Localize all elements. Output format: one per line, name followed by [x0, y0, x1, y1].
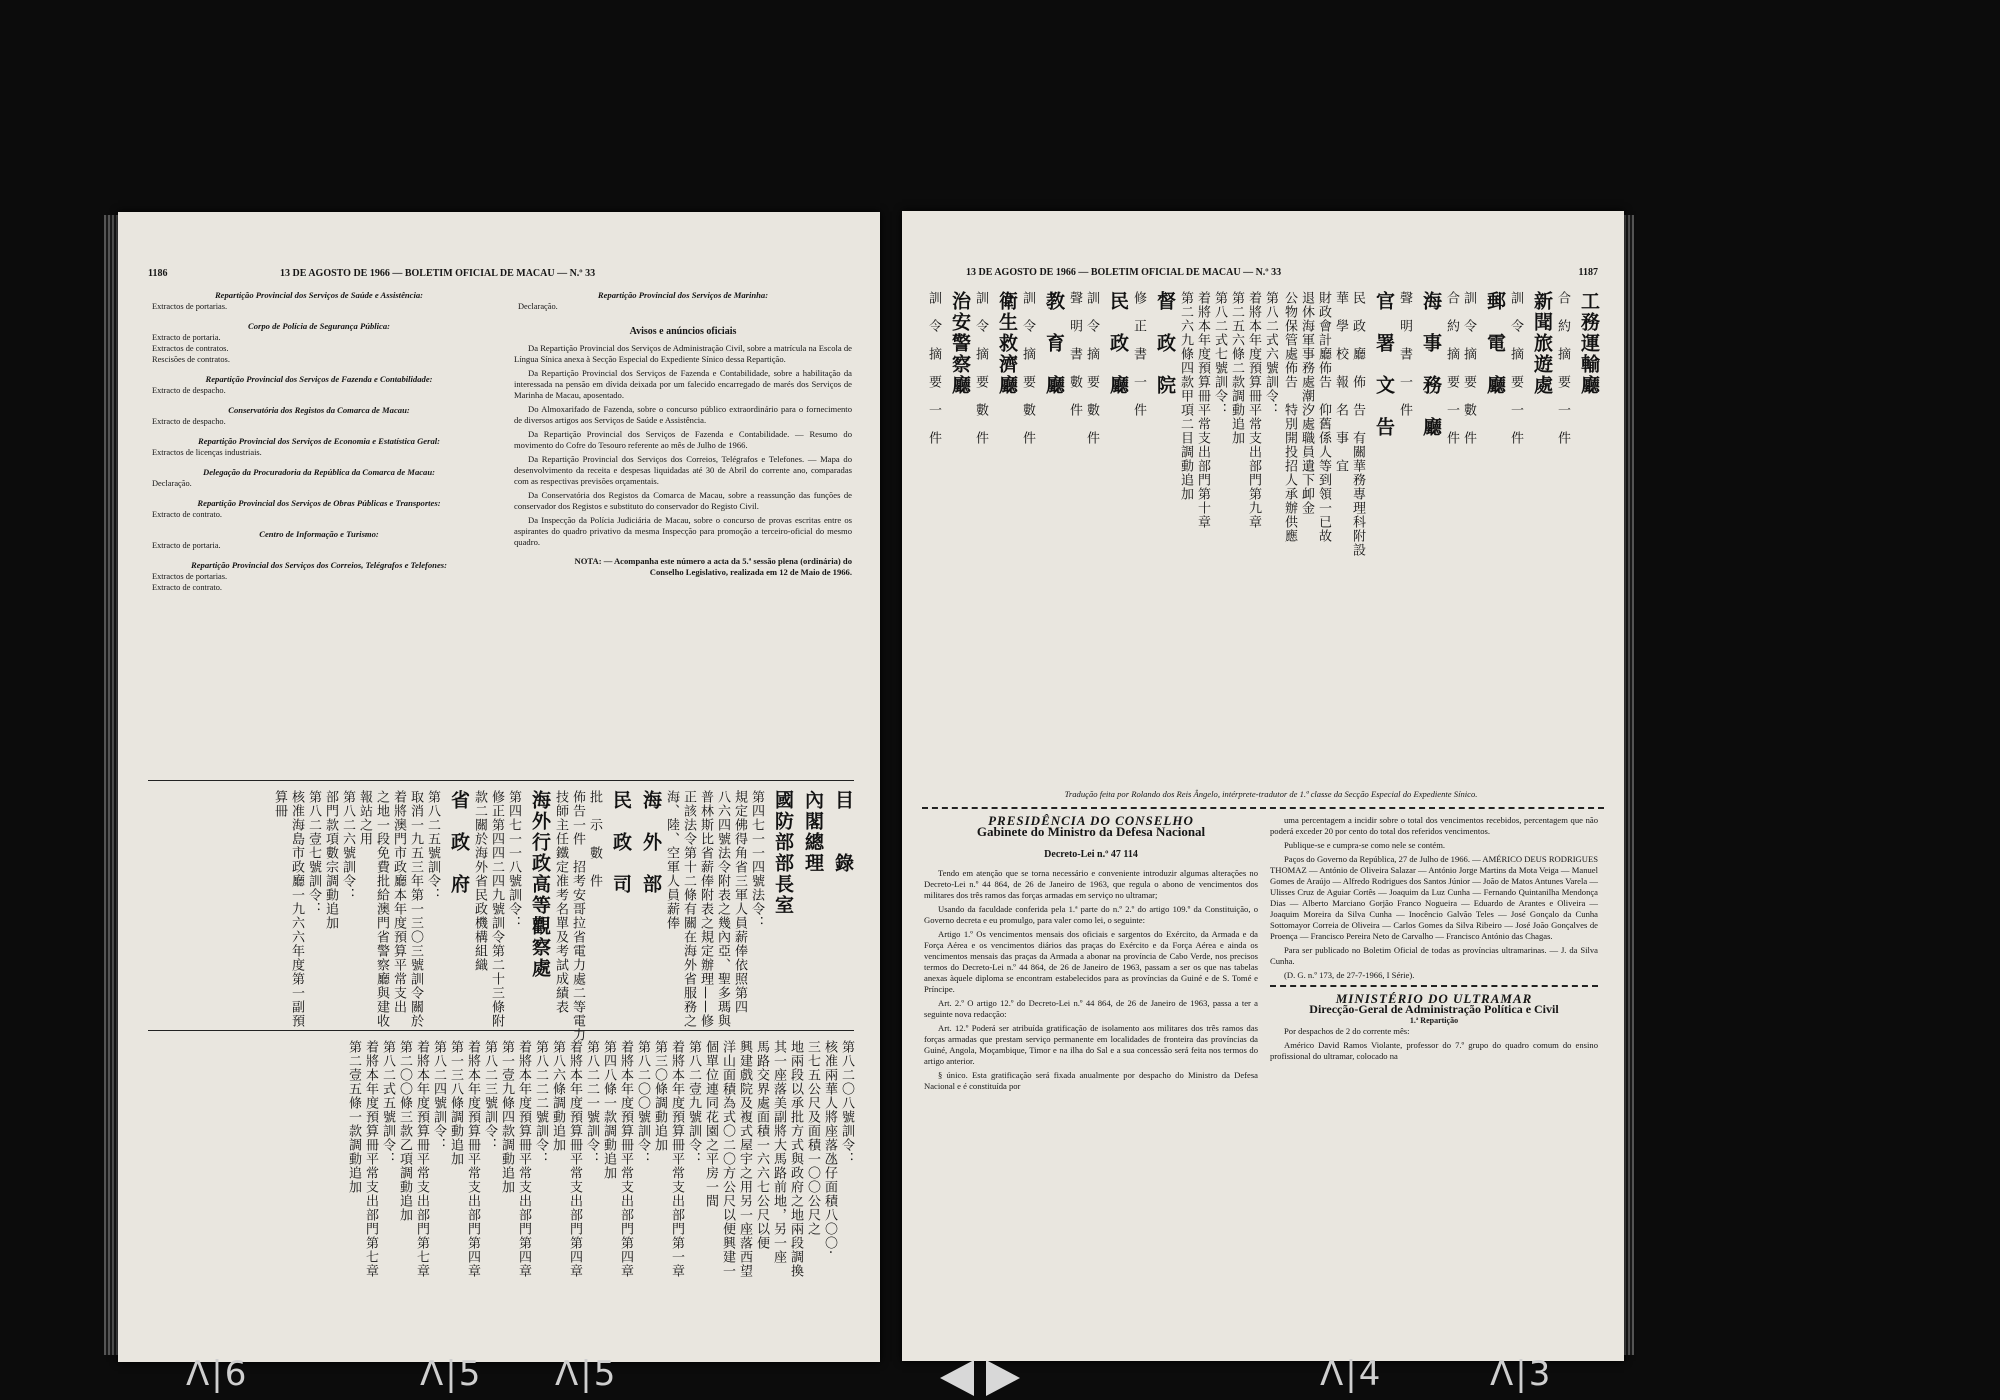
section-item: Extractos de licenças industriais. — [152, 448, 262, 457]
chinese-line: 批 示 數 件 — [587, 790, 602, 888]
chinese-heading: 國防部部長室 — [772, 790, 794, 916]
chinese-line: 八六四號法令附表之幾內亞、聖多瑪與 — [715, 790, 730, 1028]
chinese-line: 聲 明 書 數 件 — [1067, 291, 1082, 417]
chinese-heading: 治安警察廳 — [949, 291, 971, 396]
summary-section — [148, 405, 490, 427]
chinese-heading: 民 政 廳 — [1107, 291, 1129, 396]
chinese-line: 普林斯比省薪俸附表之規定辦理——修 — [698, 790, 713, 1028]
summary-column-1 — [148, 290, 490, 602]
decree-paragraph: Tendo em atenção que se torna necessário e conveniente introduzir algumas alterações no Decreto-Lei n.º 44 864, de 26 de Janeiro de 1963, que regula o abono de vencimentos dos militares dos três ramos das forças armadas em serviço no ultramar; — [924, 868, 1258, 900]
reparticao-title: 1.ª Repartição — [1409, 1016, 1459, 1025]
chinese-line: 訓 令 摘 要 數 件 — [1084, 291, 1099, 445]
translation-note: Tradução feita por Rolando dos Reis Ângelo, intérprete-tradutor de 1.ª classe da Secção Especial do Expediente Sínico. — [1064, 789, 1478, 799]
divider — [1270, 985, 1598, 987]
chinese-line: 第八二三號訓令： — [482, 1040, 497, 1152]
section-item: Extractos de portarias. — [152, 572, 228, 581]
film-mark: Λ|4 — [1320, 1354, 1383, 1394]
aviso-item: Da Repartição Provincial dos Serviços de Administração Civil, sobre a matrícula na Escola de Língua Sínica anexa à Secção Especial do Expediente Sínico dessa Repartição. — [514, 343, 852, 364]
film-arrow-marks — [940, 1360, 1020, 1396]
chinese-line: 着將本年度預算冊平常支出部門第四章 — [618, 1040, 633, 1278]
chinese-line: 三七五公尺及面積一〇〇公尺之 — [805, 1040, 820, 1236]
nota: NOTA: — Acompanha este número a acta da 5.ª sessão plena (ordinária) do Conselho Legislativo, realizada em 12 de Maio de 1966. — [574, 556, 852, 577]
page-number: 1187 — [1578, 267, 1598, 278]
divider — [922, 807, 1604, 809]
chinese-line: 着將澳門市政廳本年度預算平常支出 — [391, 790, 406, 1014]
section-item: Extracto de despacho. — [152, 386, 226, 395]
chinese-line: 着將本年度預算冊平常支出部門第四章 — [567, 1040, 582, 1278]
chinese-heading: 官 署 文 告 — [1373, 291, 1395, 438]
section-item: Extracto de contrato. — [152, 583, 222, 592]
chinese-line: 財政會計廳佈告 仰舊係人等到領一已故 — [1316, 291, 1331, 543]
running-header: 13 DE AGOSTO DE 1966 — BOLETIM OFICIAL DE MACAU — N.º 33 — [966, 267, 1282, 278]
chinese-line: 訓 令 摘 要 數 件 — [1020, 291, 1035, 445]
chinese-line: 第八二式六號訓令： — [1263, 291, 1278, 417]
chinese-line: 着將本年度預算冊平常支出部門第九章 — [1246, 291, 1261, 529]
chinese-contents-bottom — [344, 1040, 854, 1340]
chinese-contents-top — [270, 790, 854, 1042]
divider — [148, 1030, 854, 1031]
chinese-line: 着將本年度預算冊平常支出部門第四章 — [516, 1040, 531, 1278]
chinese-line: 第二〇〇條三款乙項調動追加 — [397, 1040, 412, 1222]
summary-section — [148, 467, 490, 489]
section-item: Extracto de portaria. — [152, 333, 221, 342]
section-item: Declaração. — [152, 479, 192, 488]
chinese-heading: 教 育 廳 — [1043, 291, 1065, 396]
chinese-line: 取消一九五三年第一三〇三號訓令關於 — [408, 790, 423, 1028]
aviso-item: Da Repartição Provincial dos Serviços de Fazenda e Contabilidade, sobre a habilitação da interessada na pensão em dívida deixada por um falecido encarregado de marés dos Serviços de Marinha de Macau, aposentado. — [514, 368, 852, 400]
aviso-item: Do Almoxarifado de Fazenda, sobre o concurso público extraordinário para o fornecimento de diversos artigos aos Serviços de Saúde e Assistência. — [514, 404, 852, 425]
summary-section — [148, 529, 490, 551]
ministerio-title: MINISTÉRIO DO ULTRAMAR — [1335, 991, 1533, 1006]
chinese-heading: 衛生救濟廳 — [996, 291, 1018, 396]
despachos: Por despachos de 2 do corrente mês: — [1284, 1026, 1410, 1036]
left-header — [148, 268, 854, 284]
summary-section — [148, 290, 490, 312]
section-heading: Repartição Provincial dos Serviços dos Correios, Telégrafos e Telefones: — [191, 560, 447, 570]
summary-section — [148, 560, 490, 593]
chinese-heading: 督 政 院 — [1154, 291, 1176, 396]
chinese-heading: 海 事 務 廳 — [1420, 291, 1442, 438]
chinese-line: 第八二四號訓令： — [431, 1040, 446, 1152]
summary-section — [148, 436, 490, 458]
chinese-line: 第一壹九條四款調動追加 — [499, 1040, 514, 1194]
chinese-line: 合 約 摘 要 一 件 — [1555, 291, 1570, 445]
chinese-line: 着將本年度預算冊平常支出部門第四章 — [465, 1040, 480, 1278]
right-page-edge — [1624, 215, 1634, 1355]
chinese-line: 核准海島市政廳一九六六年度第一副預 — [289, 790, 304, 1028]
summary-section — [148, 321, 490, 365]
chinese-line: 修 正 書 一 件 — [1131, 291, 1146, 417]
chinese-line: 馬路交界處面積一六六七公尺以便 — [754, 1040, 769, 1250]
signature-paragraph: Publique-se e cumpra-se como nele se contém. — [1284, 840, 1446, 850]
chinese-heading: 省 政 府 — [448, 790, 470, 895]
chinese-heading: 海外行政高等觀察處 — [529, 790, 551, 979]
chinese-line: 第八六條調動追加 — [550, 1040, 565, 1152]
section-heading: Repartição Provincial dos Serviços de Economia e Estatística Geral: — [197, 436, 441, 446]
chinese-line: 合 約 摘 要 一 件 — [1444, 291, 1459, 445]
chinese-line: 聲 明 書 一 件 — [1397, 291, 1412, 417]
chinese-line: 第八二式五號訓令： — [380, 1040, 395, 1166]
chinese-line: 第八二二一號訓令： — [584, 1040, 599, 1166]
chinese-heading: 工務運輸廳 — [1578, 291, 1600, 396]
chinese-line: 第八二〇〇號訓令： — [635, 1040, 650, 1166]
decree-column-2 — [1270, 815, 1598, 1065]
section-item: Extractos de contratos. — [152, 344, 229, 353]
left-page — [118, 212, 880, 1362]
chinese-line: 第八二式七號訓令： — [1212, 291, 1227, 417]
chinese-line: 地兩段以承批方式與政府之地兩段調換 — [788, 1040, 803, 1278]
chinese-line: 着將本年度預算冊平常支出部門第七章 — [363, 1040, 378, 1278]
chinese-line: 着將本年度預算冊平常支出部門第十章 — [1195, 291, 1210, 529]
section-heading: Repartição Provincial dos Serviços de Saúde e Assistência: — [214, 290, 424, 300]
chinese-line: 正該法令第十二條有關在海外省服務之 — [681, 790, 696, 1028]
decree-text — [924, 868, 1258, 1092]
section-heading: Corpo de Polícia de Segurança Pública: — [247, 321, 391, 331]
aviso-item: Da Inspecção da Polícia Judiciária de Macau, sobre o concurso de provas escritas entre os aspirantes do quadro privativo da mesma Inspecção para promoção a terceiro-oficial do mesmo quadro. — [514, 515, 852, 547]
film-mark: Λ|3 — [1490, 1354, 1553, 1394]
chinese-line: 第八二壹九號訓令： — [686, 1040, 701, 1166]
chinese-line: 第二六九條四款甲項二目調動追加 — [1178, 291, 1193, 501]
section-item: Extractos de portarias. — [152, 302, 228, 311]
divider — [148, 780, 854, 781]
chinese-line: 第二五六條二款調動追加 — [1229, 291, 1244, 445]
chinese-line: 之地一段免費批給澳門省警察廳與建收 — [374, 790, 389, 1028]
decree-paragraph: Art. 12.º Poderá ser atribuída gratificação de isolamento aos militares dos três ramos das forças armadas que prestam serviço permanente em localidades de fronteira das províncias da Guiné, Angola, Moçambique, Timor e na ilha do Sal e a sua concessão será feita nos termos do artigo anterior. — [924, 1023, 1258, 1066]
americo-entry: Américo David Ramos Violante, professor do 7.º grupo do quadro comum do ensino profissional do ultramar, colocado na — [1270, 1040, 1598, 1061]
chinese-heading: 民 政 司 — [610, 790, 632, 895]
section-heading: Repartição Provincial dos Serviços de Fazenda e Contabilidade: — [205, 374, 433, 384]
chinese-line: 華 學 校 報 名 事 宜 — [1333, 291, 1348, 473]
chinese-heading: 郵 電 廳 — [1484, 291, 1506, 396]
aviso-item: Da Repartição Provincial dos Serviços dos Correios, Telégrafos e Telefones. — Mapa do desenvolvimento da receita e despesas liquidadas até 30 de Abril do corrente ano, comparadas com as respectivas previsões orçamentais. — [514, 454, 852, 486]
chinese-line: 第四七一一四號法令： — [749, 790, 764, 930]
left-page-edge — [104, 215, 118, 1355]
section-heading: Repartição Provincial dos Serviços de Obras Públicas e Transportes: — [197, 498, 441, 508]
chinese-line: 第八二壹七號訓令： — [306, 790, 321, 916]
signature-paragraph: Para ser publicado no Boletim Oficial de todas as províncias ultramarinas. — J. da Silva Cunha. — [1270, 945, 1598, 966]
film-mark: Λ|6 — [186, 1354, 249, 1394]
chinese-line: 算冊 — [272, 790, 287, 818]
chinese-heading: 海 外 部 — [640, 790, 662, 895]
chinese-line: 第八二六號訓令： — [340, 790, 355, 902]
section-heading: Repartição Provincial dos Serviços de Marinha: — [597, 290, 769, 300]
direccao-title: Direcção-Geral de Administração Política e Civil — [1309, 1002, 1559, 1016]
chinese-line: 核准兩華人將座落氹仔面積八〇〇· — [822, 1040, 837, 1256]
film-mark: Λ|5 — [555, 1354, 618, 1394]
chinese-contents-right-1 — [926, 291, 1278, 591]
chinese-line: 海、陸、空軍人員薪俸 — [664, 790, 679, 930]
summary-section — [148, 374, 490, 396]
decree-paragraph: Usando da faculdade conferida pela 1.ª parte do n.º 2.º do artigo 109.º da Constituição, o Governo decreta e eu promulgo, para valer como lei, o seguinte: — [924, 904, 1258, 925]
aviso-item: Da Conservatória dos Registos da Comarca de Macau, sobre a reassunção das funções de conservador dos Registos e substituto do conservador do Registo Civil. — [514, 490, 852, 511]
chinese-line: 訓 令 摘 要 數 件 — [1461, 291, 1476, 445]
presidencia-title: PRESIDÊNCIA DO CONSELHO — [988, 813, 1194, 828]
chinese-line: 第四七一一八號訓令： — [506, 790, 521, 930]
decree-column-1 — [924, 815, 1258, 1095]
running-header: 13 DE AGOSTO DE 1966 — BOLETIM OFICIAL DE MACAU — N.º 33 — [280, 268, 596, 279]
decree-signatures — [1270, 815, 1598, 981]
decree-number: Decreto-Lei n.º 47 114 — [1044, 849, 1138, 860]
decree-paragraph: Art. 2.º O artigo 12.º do Decreto-Lei n.º 44 864, de 26 de Janeiro de 1963, passa a ter a seguinte nova redacção: — [924, 998, 1258, 1019]
section-item: Declaração. — [518, 302, 558, 311]
chinese-line: 第八二五號訓令： — [425, 790, 440, 902]
chinese-line: 公物保管處佈告 特別開投招人承辦供應 — [1282, 291, 1297, 543]
chinese-contents-right-2 — [1282, 291, 1600, 611]
chinese-line: 報站之用 — [357, 790, 372, 846]
chinese-line: 訓 令 摘 要 一 件 — [926, 291, 941, 445]
section-heading: Centro de Informação e Turismo: — [259, 529, 379, 539]
section-heading: Conservatória dos Registos da Comarca de Macau: — [228, 405, 410, 415]
signature-paragraph: (D. G. n.º 173, de 27-7-1966, I Série). — [1284, 970, 1415, 980]
avisos-title: Avisos e anúncios oficiais — [629, 326, 737, 337]
summary-section — [148, 498, 490, 520]
chinese-line: 着將本年度預算冊平常支出部門第七章 — [414, 1040, 429, 1278]
chinese-heading: 新聞旅遊處 — [1531, 291, 1553, 396]
chinese-line: 着將本年度預算冊平常支出部門第一章 — [669, 1040, 684, 1278]
summary-column-2 — [514, 290, 852, 578]
chinese-line: 部門款項數宗調動追加 — [323, 790, 338, 930]
chinese-line: 第八二〇八號訓令： — [839, 1040, 854, 1166]
signature-paragraph: uma percentagem a incidir sobre o total dos vencimentos recebidos, percentagem que não poderá exceder 20 por cento do total dos referidos vencimentos. — [1270, 815, 1598, 836]
section-item: Rescisões de contratos. — [152, 355, 230, 364]
chinese-line: 其一座落美副將大馬路前地，另一座 — [771, 1040, 786, 1264]
chinese-line: 洋山面積為式〇二〇方公尺以便興建一 — [720, 1040, 735, 1278]
page-number: 1186 — [148, 268, 168, 279]
chinese-line: 第二壹五條一款調動追加 — [346, 1040, 361, 1194]
aviso-item: Da Repartição Provincial dos Serviços de Fazenda e Contabilidade. — Resumo do movimento do Cofre do Tesouro referente ao mês de Julho de 1966. — [514, 429, 852, 450]
chinese-line: 佈告一件 招考安哥拉省電力處二等電力 — [570, 790, 585, 1042]
film-mark: Λ|5 — [420, 1354, 483, 1394]
gabinete-title: Gabinete do Ministro da Defesa Nacional — [976, 824, 1206, 839]
chinese-heading: 內閣總理 — [802, 790, 824, 874]
chinese-line: 興建戲院及複式屋宇之用另一座落西望 — [737, 1040, 752, 1278]
chinese-line: 第四八條一款調動追加 — [601, 1040, 616, 1180]
chinese-line: 第三〇條調動追加 — [652, 1040, 667, 1152]
chinese-line: 訓 令 摘 要 數 件 — [973, 291, 988, 445]
right-header — [932, 267, 1598, 283]
chinese-line: 訓 令 摘 要 一 件 — [1508, 291, 1523, 445]
chinese-line: 民 政 廳 佈 告 有關華務專理科附設 — [1350, 291, 1365, 557]
chinese-line: 款二關於海外省民政機構組織 — [472, 790, 487, 972]
section-item: Extracto de portaria. — [152, 541, 221, 550]
chinese-line: 退休海軍事務處潮汐處職員遺下卹金 — [1299, 291, 1314, 515]
decree-paragraph: Artigo 1.º Os vencimentos mensais dos oficiais e sargentos do Exército, da Armada e da Força Aérea e os vencimentos diários das praças do Exército e da Força Aérea e ainda os vencimentos mensais das praças da Armada a abonar na província de Cabo Verde, nos precisos termos do Decreto-Lei n.º 44 864, de 26 de Janeiro de 1963, passam a ser os que nas tabelas anexas àquele diploma se encontram estabelecidos para as províncias da Guiné e de S. Tomé e Príncipe. — [924, 929, 1258, 994]
chinese-line: 個單位連同花園之平房一間 — [703, 1040, 718, 1208]
decree-paragraph: § único. Esta gratificação será fixada anualmente por despacho do Ministro da Defesa Nacional e é constituída por — [924, 1070, 1258, 1091]
signature-paragraph: Paços do Governo da República, 27 de Julho de 1966. — AMÉRICO DEUS RODRIGUES THOMAZ — António de Oliveira Salazar — António Jorge Martins da Mota Veiga — Manuel Gomes de Araújo — Alfredo Rodrigues dos Santos Júnior — João de Matos Antunes Varela — Ulisses Cruz de Aguiar Cortês — Joaquim da Luz Cunha — Fernando Quintanilha Mendonça Dias — Alberto Marciano Gorjão Franco Nogueira — Eduardo de Arantes e Oliveira — Joaquim Moreira da Silva Cunha — Inocêncio Galvão Teles — José Gonçalo da Cunha Sottomayor Correia de Oliveira — Carlos Gomes da Silva Ribeiro — José João Gonçalves de Proença — Francisco Pereira Neto de Carvalho — Francisco António das Chagas. — [1270, 854, 1598, 941]
right-page — [902, 211, 1624, 1361]
avisos-list — [514, 343, 852, 548]
chinese-line: 修正第四四二四九號訓令第二十三條附 — [489, 790, 504, 1028]
section-item: Extracto de despacho. — [152, 417, 226, 426]
chinese-heading: 目 錄 — [832, 790, 854, 874]
section-heading: Delegação da Procuradoria da República da Comarca de Macau: — [202, 467, 435, 477]
chinese-line: 規定佛得角省三軍人員薪俸依照第四 — [732, 790, 747, 1014]
section-item: Extracto de contrato. — [152, 510, 222, 519]
chinese-line: 第八二二二號訓令： — [533, 1040, 548, 1166]
chinese-line: 技師主任鐵定准考名單及考試成績表 — [553, 790, 568, 1014]
chinese-line: 第一三八條調動追加 — [448, 1040, 463, 1166]
